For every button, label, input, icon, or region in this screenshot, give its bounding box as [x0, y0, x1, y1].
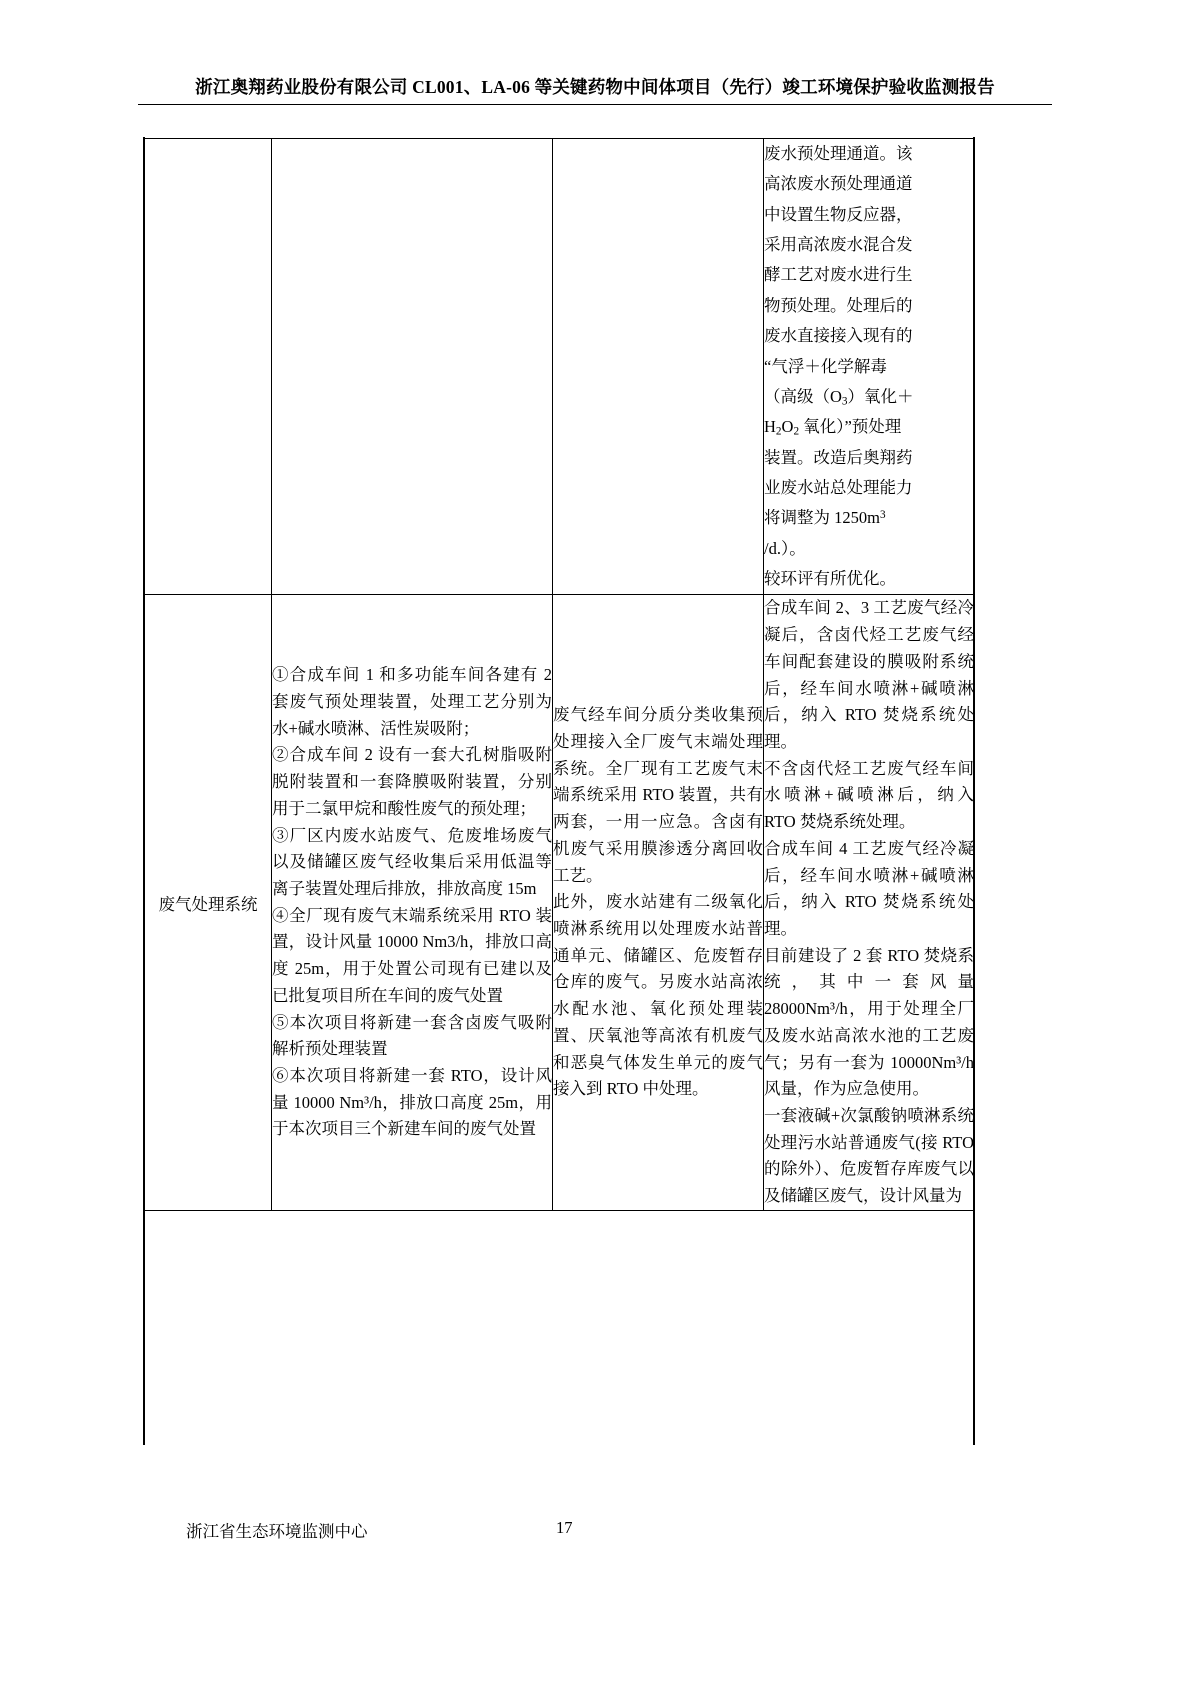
row2-col3-text: 废气经车间分质分类收集预处理接入全厂废气末端处理系统。全厂现有工艺废气末端系统采用 RTO 装置，共有两套，一用一应急。含卤有机废气采用膜渗透分离回收工艺。 此外，废水站建有二级氧化喷淋系统用以处理废水站普通单元、储罐区、危废暂存仓库的废气。另废水站高浓水配水池、氧化预处理装置、厌氧池等高浓有机废气和恶臭气体发生单元的废气接入到 RTO 中处理。 [553, 705, 763, 1099]
row2-col2-cell [272, 595, 553, 1211]
pollution-control-table [144, 138, 975, 1211]
footer-organization: 浙江省生态环境监测中心 [186, 1522, 368, 1541]
table-row [145, 139, 975, 595]
row1-col3-cell [553, 139, 764, 595]
row2-label-cell [145, 595, 272, 1211]
header-divider [138, 104, 1052, 105]
row1-col4-text: 废水预处理通道。该 高浓废水预处理通道 中设置生物反应器， 采用高浓废水混合发 酵工艺对废水进行生 物预处理。处理后的 废水直接接入现有的 “气浮＋化学解毒 （高级$(O_3)$氧化＋ $H_2O_2$ 氧化）”预处理 装置。改造后奥翔药 业废水站总处理能力 将调整为 $1250m^3$ /d.）。 较环评有所优化。 [764, 144, 914, 589]
page-header: 浙江奥翔药业股份有限公司 CL001、LA-06 等关键药物中间体项目（先行）竣工环境保护验收监测报告 [195, 77, 995, 97]
row1-col2-cell [272, 139, 553, 595]
footer-page-number: 17 [556, 1518, 573, 1537]
row1-col4-cell [764, 139, 975, 595]
row-label: 废气处理系统 [158, 894, 258, 914]
row2-col4-cell [764, 595, 975, 1211]
table-row [145, 595, 975, 1211]
row2-col4-text: 合成车间 2、3 工艺废气经冷凝后，含卤代烃工艺废气经车间配套建设的膜吸附系统后，经车间水喷淋+碱喷淋后，纳入 RTO 焚烧系统处理。 不含卤代烃工艺废气经车间水喷淋+碱喷淋后，纳入 RTO 焚烧系统处理。 合成车间 4 工艺废气经冷凝后，经车间水喷淋+碱喷淋后，纳入 RTO 焚烧系统处理。 目前建设了 2 套 RTO 焚烧系统，其中一套风量 28000Nm³/h，用于处理全厂及废水站高浓水池的工艺废气；另有一套为 10000Nm³/h 风量，作为应急使用。 一套液碱+次氯酸钠喷淋系统处理污水站普通废气(接 RTO 的除外）、危废暂存库废气以及储罐区废气，设计风量为 [764, 598, 974, 1206]
row1-label-cell [145, 139, 272, 595]
row2-col2-text: ①合成车间 1 和多功能车间各建有 2 套废气预处理装置，处理工艺分别为水+碱水喷淋、活性炭吸附； ②合成车间 2 设有一套大孔树脂吸附脱附装置和一套降膜吸附装置，分别用于二氯甲烷和酸性废气的预处理； ③厂区内废水站废气、危废堆场废气以及储罐区废气经收集后采用低温等离子装置处理后排放，排放高度 15m ④全厂现有废气末端系统采用 RTO 装置，设计风量 10000 Nm3/h，排放口高度 25m，用于处置公司现有已建以及已批复项目所在车间的废气处置 ⑤本次项目将新建一套含卤废气吸附解析预处理装置 ⑥本次项目将新建一套 RTO，设计风量 10000 Nm³/h，排放口高度 25m，用于本次项目三个新建车间的废气处置 [272, 665, 552, 1139]
row2-col3-cell [553, 595, 764, 1211]
